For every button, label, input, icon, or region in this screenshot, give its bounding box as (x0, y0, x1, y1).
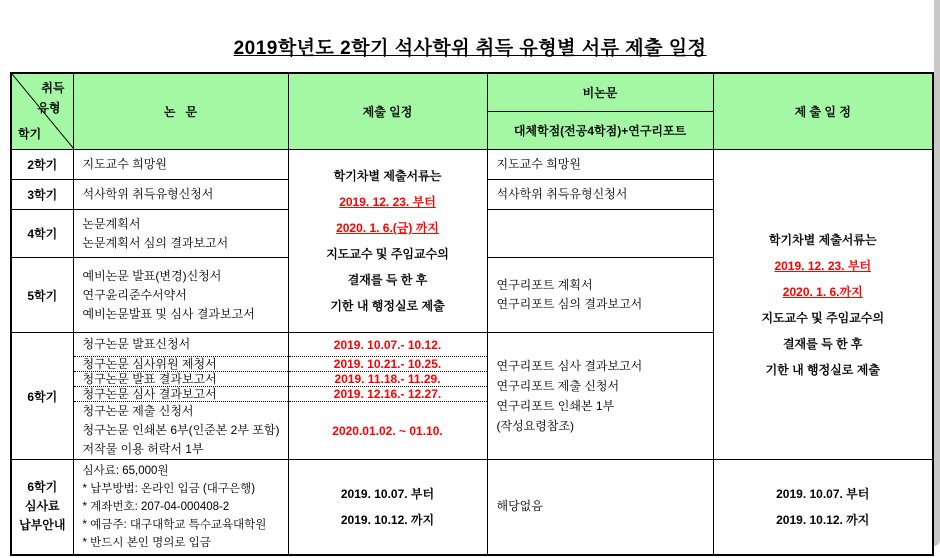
page-title: 2019학년도 2학기 석사학위 취득 유형별 서류 제출 일정 (233, 38, 707, 59)
cell-s6-date-1: 2019. 10.07.- 10.12. (288, 333, 487, 357)
fee-line: * 계좌번호: 207-04-000408-2 (82, 500, 230, 513)
schedule-table (10, 72, 934, 556)
schedule-intro: 학기차별 제출서류는 (333, 169, 442, 183)
doc-line: 저작물 이용 허락서 1부 (82, 442, 204, 456)
fee-line: * 반드시 본인 명의로 입금 (82, 536, 211, 549)
schedule-date-to: 2020. 1. 6.(금) 까지 (336, 221, 439, 235)
doc-line: 논문계획서 (82, 216, 141, 231)
cell-s5-thesis-doc (73, 258, 288, 333)
cell-s2-nonthesis-doc: 지도교수 희망원 (487, 150, 713, 180)
schedule-intro: 학기차별 제출서류는 (768, 232, 877, 247)
cell-s6-date-3: 2019. 11.18.- 11.29. (288, 372, 487, 387)
doc-line: 청구논문 제출 신청서 (82, 404, 194, 418)
header-non-thesis: 비논문 (487, 73, 713, 112)
fee-line: * 납부방법: 온라인 입금 (대구은행) (82, 482, 256, 495)
row-label-s5: 5학기 (11, 258, 73, 333)
schedule-note-2: 결재를 득 한 후 (347, 273, 428, 287)
cell-s6-doc-5 (73, 402, 288, 460)
schedule-note-2: 결재를 득 한 후 (782, 336, 863, 351)
cell-s6-doc-2: 청구논문 심사위원 제청서 (73, 357, 288, 372)
doc-line: 연구리포트 인쇄본 1부 (496, 399, 615, 413)
cell-s5-nonthesis-doc (487, 258, 713, 333)
cell-fee-info (73, 460, 288, 555)
corner-label-type-1: 취득 (41, 81, 65, 95)
schedule-note-1: 지도교수 및 주임교수의 (761, 310, 885, 325)
header-non-thesis-schedule: 제 출 일 정 (713, 73, 933, 150)
cell-s6-doc-3: 청구논문 발표 결과보고서 (73, 372, 288, 387)
cell-s6-doc-4: 청구논문 심사 결과보고서 (73, 387, 288, 402)
row-label-s6: 6학기 (11, 333, 73, 460)
label-line: 심사료 (24, 499, 60, 514)
schedule-note-3: 기한 내 행정실로 제출 (330, 299, 445, 313)
label-line: 납부안내 (19, 518, 66, 533)
doc-line: 예비논문발표 및 심사 결과보고서 (82, 306, 255, 321)
date-line: 2019. 10.07. 부터 (776, 486, 870, 501)
row-label-fee (11, 460, 73, 555)
doc-line: 연구윤리준수서약서 (82, 287, 187, 302)
doc-line: 연구리포트 제출 신청서 (496, 379, 620, 393)
row-label-s2: 2학기 (11, 150, 73, 180)
cell-s4-thesis-doc (73, 210, 288, 258)
cell-s2-thesis-doc: 지도교수 희망원 (73, 150, 288, 180)
doc-line: 논문계획서 심의 결과보고서 (82, 235, 229, 250)
fee-line: 심사료: 65,000원 (82, 464, 169, 477)
cell-s4-nonthesis-doc (487, 210, 713, 258)
cell-fee-thesis-dates (288, 460, 487, 555)
cell-s6-date-4: 2019. 12.16.- 12.27. (288, 387, 487, 402)
cell-s3-nonthesis-doc: 석사학위 취득유형신청서 (487, 180, 713, 210)
cell-s6-date-5: 2020.01.02. ~ 01.10. (288, 402, 487, 460)
doc-line: (작성요령참조) (496, 419, 575, 433)
schedule-note-1: 지도교수 및 주임교수의 (326, 247, 449, 261)
date-line: 2019. 10.12. 까지 (340, 512, 435, 527)
cell-thesis-schedule-merged (288, 150, 487, 333)
corner-label-type-2: 유형 (37, 101, 61, 115)
label-line: 6학기 (27, 480, 58, 495)
header-non-thesis-sub: 대체학점(전공4학점)+연구리포트 (487, 112, 713, 150)
cell-s6-nonthesis-doc (487, 333, 713, 460)
schedule-note-3: 기한 내 행정실로 제출 (765, 362, 880, 377)
doc-line: 연구리포트 심사 결과보고서 (496, 359, 643, 373)
date-line: 2019. 10.07. 부터 (340, 486, 435, 501)
row-label-s3: 3학기 (11, 180, 73, 210)
cell-s3-thesis-doc: 석사학위 취득유형신청서 (73, 180, 288, 210)
date-line: 2019. 10.12. 까지 (776, 512, 870, 527)
fee-line: * 예금주: 대구대학교 특수교육대학원 (82, 518, 267, 531)
schedule-date-from: 2019. 12. 23. 부터 (339, 195, 436, 209)
cell-s6-date-2: 2019. 10.21.- 10.25. (288, 357, 487, 372)
window-edge-strip (934, 0, 940, 546)
header-thesis: 논 문 (73, 73, 288, 150)
doc-line: 연구리포트 심의 결과보고서 (496, 297, 643, 311)
doc-line: 연구리포트 계획서 (496, 278, 593, 292)
header-corner-cell (11, 73, 73, 150)
schedule-date-to: 2020. 1. 6.까지 (782, 284, 863, 299)
header-thesis-schedule: 제출 일정 (288, 73, 487, 150)
cell-s6-doc-1: 청구논문 발표신청서 (73, 333, 288, 357)
cell-nonthesis-schedule-merged (713, 150, 933, 460)
cell-fee-nonthesis: 해당없음 (487, 460, 713, 555)
corner-label-semester: 학기 (18, 127, 42, 141)
row-label-s4: 4학기 (11, 210, 73, 258)
cell-fee-nonthesis-dates (713, 460, 933, 555)
schedule-date-from: 2019. 12. 23. 부터 (774, 258, 872, 273)
doc-line: 예비논문 발표(변경)신청서 (82, 268, 222, 283)
doc-line: 청구논문 인쇄본 6부(인준본 2부 포함) (82, 423, 280, 437)
